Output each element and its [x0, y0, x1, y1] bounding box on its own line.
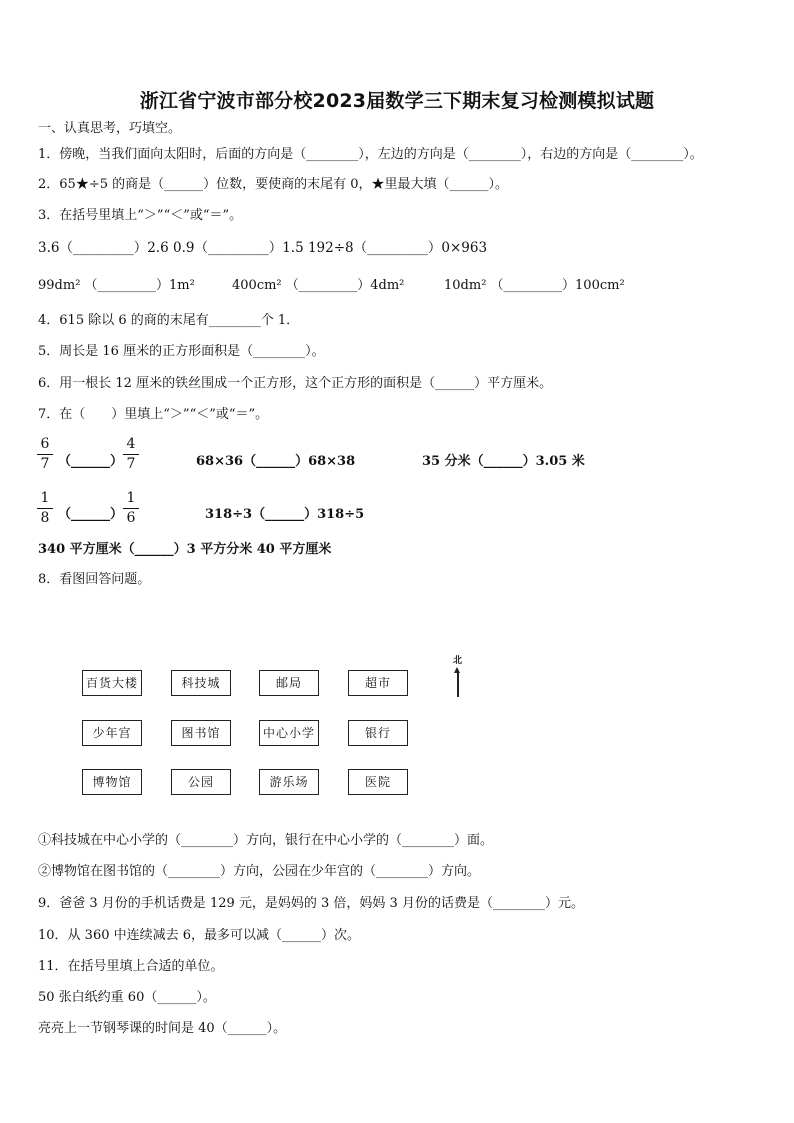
question-3-row-1: 3.6（_________）2.6 0.9（_________）1.5 192÷8（_________）0×963 — [38, 240, 488, 256]
question-2: 2．65★÷5 的商是（______）位数，要使商的末尾有 0，★里最大填（______）。 — [38, 177, 509, 192]
compare-blank: （______） — [58, 454, 124, 469]
question-3-row-2c: 10dm² （_________）100cm² — [444, 278, 625, 293]
question-10: 10．从 360 中连续减去 6，最多可以减（______）次。 — [38, 928, 361, 943]
question-11-b: 亮亮上一节钢琴课的时间是 40（______）。 — [38, 1021, 287, 1036]
fraction-1-8 — [37, 490, 53, 527]
question-11-a: 50 张白纸约重 60（______）。 — [38, 990, 216, 1005]
fraction-denominator: 6 — [126, 510, 136, 526]
map-place: 医院 — [348, 769, 408, 795]
question-5: 5．周长是 16 厘米的正方形面积是（________）。 — [38, 344, 325, 359]
compare-blank: （______） — [58, 507, 124, 522]
question-8: 8．看图回答问题。 — [38, 572, 151, 587]
fraction-numerator: 1 — [126, 490, 136, 506]
fraction-6-7 — [37, 436, 53, 473]
map-place: 图书馆 — [171, 720, 231, 746]
north-label: 北 — [453, 656, 463, 666]
map-place: 游乐场 — [259, 769, 319, 795]
question-3: 3．在括号里填上“＞”“＜”或“＝”。 — [38, 208, 243, 223]
question-3-row-2a: 99dm² （_________）1m² — [38, 278, 195, 293]
fraction-bar — [123, 454, 139, 455]
fraction-1-6 — [123, 490, 139, 527]
north-arrow-shaft — [457, 672, 459, 697]
fraction-denominator: 7 — [40, 456, 50, 472]
page-title: 浙江省宁波市部分校2023届数学三下期末复习检测模拟试题 — [139, 90, 655, 112]
fraction-denominator: 7 — [126, 456, 136, 472]
fraction-bar — [37, 508, 53, 509]
compare-area: 340 平方厘米（______）3 平方分米 40 平方厘米 — [38, 542, 332, 557]
question-6: 6．用一根长 12 厘米的铁丝围成一个正方形，这个正方形的面积是（______）平方厘米。 — [38, 376, 553, 391]
map-place: 科技城 — [171, 670, 231, 696]
question-3-row-2b: 400cm² （_________）4dm² — [232, 278, 405, 293]
fraction-denominator: 8 — [40, 510, 50, 526]
question-7: 7．在（ ）里填上“＞”“＜”或“＝”。 — [38, 407, 269, 422]
map-place: 邮局 — [259, 670, 319, 696]
fraction-bar — [37, 454, 53, 455]
map-place: 博物馆 — [82, 769, 142, 795]
question-1: 1．傍晚，当我们面向太阳时，后面的方向是（________），左边的方向是（________），右边的方向是（________）。 — [38, 147, 703, 162]
map-place: 公园 — [171, 769, 231, 795]
fraction-numerator: 6 — [40, 436, 50, 452]
section-heading: 一、认真思考，巧填空。 — [38, 121, 182, 136]
fraction-numerator: 4 — [126, 436, 136, 452]
question-8-1: ①科技城在中心小学的（________）方向，银行在中心小学的（________）面。 — [38, 833, 494, 848]
compare-length: 35 分米（______）3.05 米 — [422, 454, 585, 469]
question-9: 9．爸爸 3 月份的手机话费是 129 元，是妈妈的 3 倍，妈妈 3 月份的话费是（________）元。 — [38, 896, 584, 911]
map-place: 超市 — [348, 670, 408, 696]
question-11: 11．在括号里填上合适的单位。 — [38, 959, 224, 974]
compare-division: 318÷3（______）318÷5 — [205, 507, 365, 522]
question-8-2: ②博物馆在图书馆的（________）方向，公园在少年宫的（________）方向。 — [38, 864, 481, 879]
compare-multiplication: 68×36（______）68×38 — [196, 454, 356, 469]
question-4: 4．615 除以 6 的商的末尾有________个 1． — [38, 313, 300, 328]
fraction-numerator: 1 — [40, 490, 50, 506]
map-place: 中心小学 — [259, 720, 319, 746]
map-place: 百货大楼 — [82, 670, 142, 696]
fraction-bar — [123, 508, 139, 509]
map-place: 少年宫 — [82, 720, 142, 746]
fraction-4-7 — [123, 436, 139, 473]
map-place: 银行 — [348, 720, 408, 746]
